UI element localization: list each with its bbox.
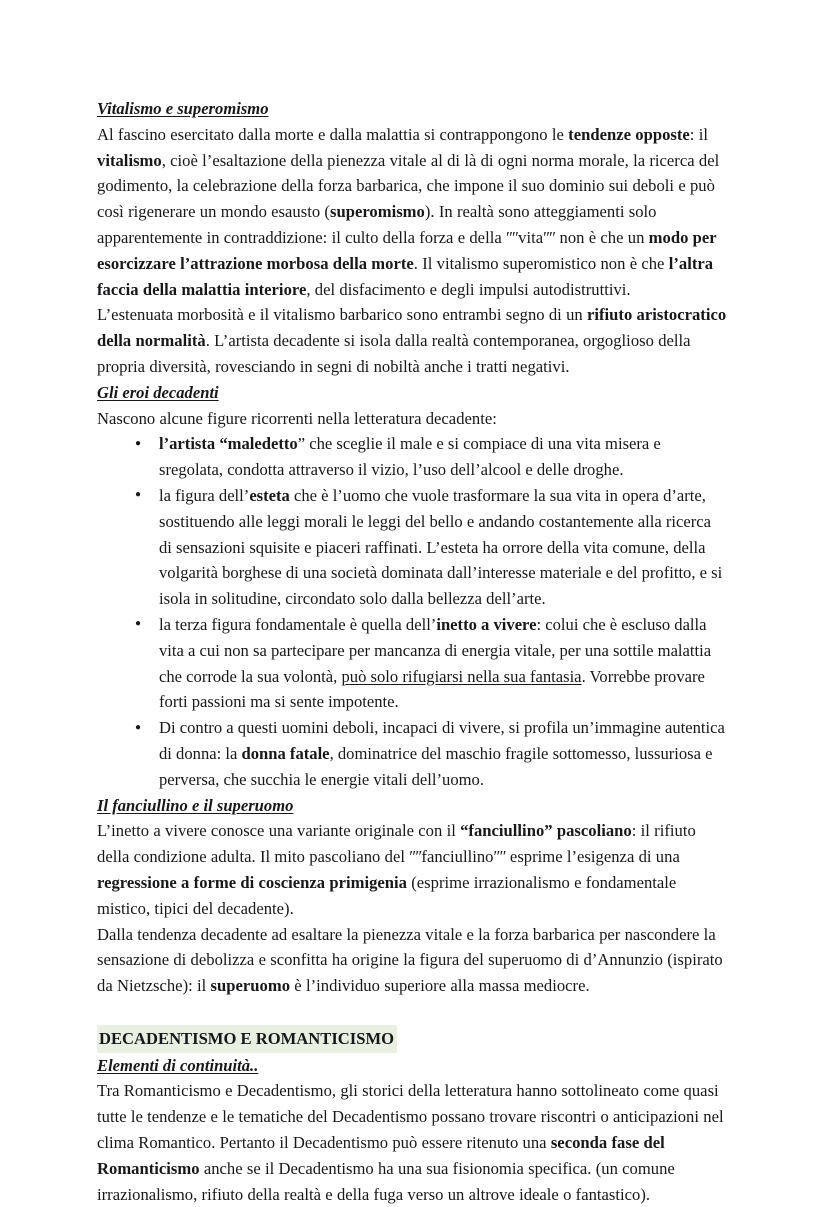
text-run: . Vorrebbe provare forti passioni ma si sente impotente. (159, 666, 705, 712)
section-fanciullino (97, 793, 727, 999)
bold-text: rifiuto aristocratico della normalità (97, 305, 727, 351)
paragraph-fanciullino-2 (97, 922, 727, 999)
text-run: la terza figura fondamentale è quella dell’ (159, 614, 437, 634)
paragraph-vitalismo-1 (97, 122, 727, 303)
bold-text: seconda fase del Romanticismo (97, 1133, 665, 1178)
decadent-figures-list (97, 431, 727, 792)
list-item (97, 431, 727, 483)
list-item (97, 715, 727, 792)
bold-text: tendenze opposte (568, 124, 690, 144)
bold-text: vitalismo (97, 150, 162, 170)
bold-text: regressione a forme di coscienza primigenia (97, 872, 407, 892)
section-gap (97, 999, 727, 1025)
bold-text: modo per esorcizzare l’attrazione morbosa della morte (97, 227, 717, 273)
text-run: la figura dell’ (159, 485, 250, 505)
section-decadentismo-romanticismo (97, 1025, 727, 1207)
bold-text: l’artista “ (159, 434, 228, 454)
section-heading-eroi-decadenti: Gli eroi decadenti (97, 382, 219, 402)
bold-text: esteta (249, 485, 290, 505)
text-run: ” (297, 434, 306, 454)
bold-text: superomismo (329, 202, 425, 222)
paragraph-fanciullino-1 (97, 818, 727, 921)
text-run: , cioè l’esaltazione della pienezza vitale al di là di ogni norma morale, la ricerca del godimento, la celebrazione della forza barbarica, che impone il suo dominio sui deboli e può così rigenerare un mondo esausto ( (97, 150, 720, 222)
list-item (97, 483, 727, 612)
text-run: : colui che è escluso dalla vita a cui non sa partecipare per mancanza di energia vitale, per una sottile malattia che corrode la sua volontà, (159, 614, 712, 686)
text-run: L’inetto a vivere conosce una variante originale con il (97, 821, 461, 841)
text-run: , del disfacimento e degli impulsi autodistruttivi. (306, 279, 631, 299)
text-run: anche se il Decadentismo ha una sua fisionomia specifica. (un comune irrazionalismo, rifiuto della realtà e della fuga verso un altrove ideale o fantastico). (97, 1158, 675, 1204)
text-run: Tra Romanticismo e Decadentismo, gli storici della letteratura hanno sottolineato come quasi tutte le tendenze e le tematiche del Decadentismo possano trovare riscontri o anticipazioni nel clima Romantico. Pertanto il Decadentismo può essere ritenuto una (97, 1081, 724, 1153)
bold-text: donna fatale (241, 743, 330, 763)
list-item (97, 612, 727, 715)
text-run: : il (689, 124, 708, 144)
bold-text: “fanciullino” pascoliano (460, 821, 632, 841)
text-run: L’estenuata morbosità e il vitalismo barbarico sono entrambi segno di un (97, 305, 587, 325)
section-vitalismo (97, 96, 727, 380)
document-body (97, 96, 727, 1207)
subheading-elementi-continuita: Elementi di continuità.. (97, 1055, 259, 1075)
paragraph-vitalismo-2 (97, 302, 727, 379)
text-run: : il rifiuto della condizione adulta. Il mito pascoliano del ʺʺfanciullinoʺʺ esprime l’esigenza di una (97, 821, 696, 867)
underlined-text: può solo rifugiarsi nella sua fantasia (341, 666, 582, 686)
bold-text: l’altra faccia della malattia interiore (97, 253, 714, 299)
section-heading-vitalismo: Vitalismo e superomismo (97, 99, 269, 118)
paragraph-continuita-1 (97, 1078, 727, 1207)
section-title-wrapper (97, 1025, 727, 1053)
text-run: Dalla tendenza decadente ad esaltare la pienezza vitale e la forza barbarica per nascondere la sensazione di debolizza e sconfitta ha origine la figura del superuomo di d’Annunzio (ispirato da Nietzsche): il (97, 924, 723, 996)
section-heading-decadentismo-romanticismo: DECADENTISMO E ROMANTICISMO (97, 1025, 397, 1053)
section-eroi-decadenti (97, 380, 727, 793)
text-run: . Il vitalismo superomistico non è che (413, 253, 669, 273)
bold-text: inetto a vivere (436, 614, 537, 634)
text-run: Di contro a questi uomini deboli, incapaci di vivere, si profila un’immagine autentica di donna: la (159, 718, 725, 763)
text-run: che sceglie il male e si compiace di una vita misera e sregolata, condotta attraverso il vizio, l’uso dell’alcool e delle droghe. (159, 434, 661, 480)
text-run: Al fascino esercitato dalla morte e dalla malattia si contrappongono le (97, 124, 569, 144)
bold-text: maledetto (227, 434, 298, 454)
bold-text: superuomo (210, 976, 291, 996)
text-run: che è l’uomo che vuole trasformare la sua vita in opera d’arte, sostituendo alle leggi morali le leggi del bello e andando costantemente alla ricerca di sensazioni squisite e piaceri raffinati. L’esteta ha orrore della vita comune, della volgarità borghese di una società dominata dall’interesse materiale e del profitto, e si isola in solitudine, circondato solo dalla bellezza dell’arte. (159, 485, 723, 609)
text-run: . L’artista decadente si isola dalla realtà contemporanea, orgoglioso della propria diversità, rovesciando in segni di nobiltà anche i tratti negativi. (97, 331, 691, 376)
paragraph-eroi-intro: Nascono alcune figure ricorrenti nella letteratura decadente: (97, 408, 497, 428)
text-run: ). In realtà sono atteggiamenti solo apparentemente in contraddizione: il culto della forza e della ʺʺvitaʺʺ non è che un (97, 202, 657, 247)
text-run: , dominatrice del maschio fragile sottomesso, lussuriosa e perversa, che succhia le energie vitali dell’uomo. (159, 743, 713, 789)
text-run: è l’individuo superiore alla massa mediocre. (290, 976, 590, 996)
section-heading-fanciullino: Il fanciullino e il superuomo (97, 795, 294, 815)
text-run: (esprime irrazionalismo e fondamentale mistico, tipici del decadente). (97, 872, 677, 918)
